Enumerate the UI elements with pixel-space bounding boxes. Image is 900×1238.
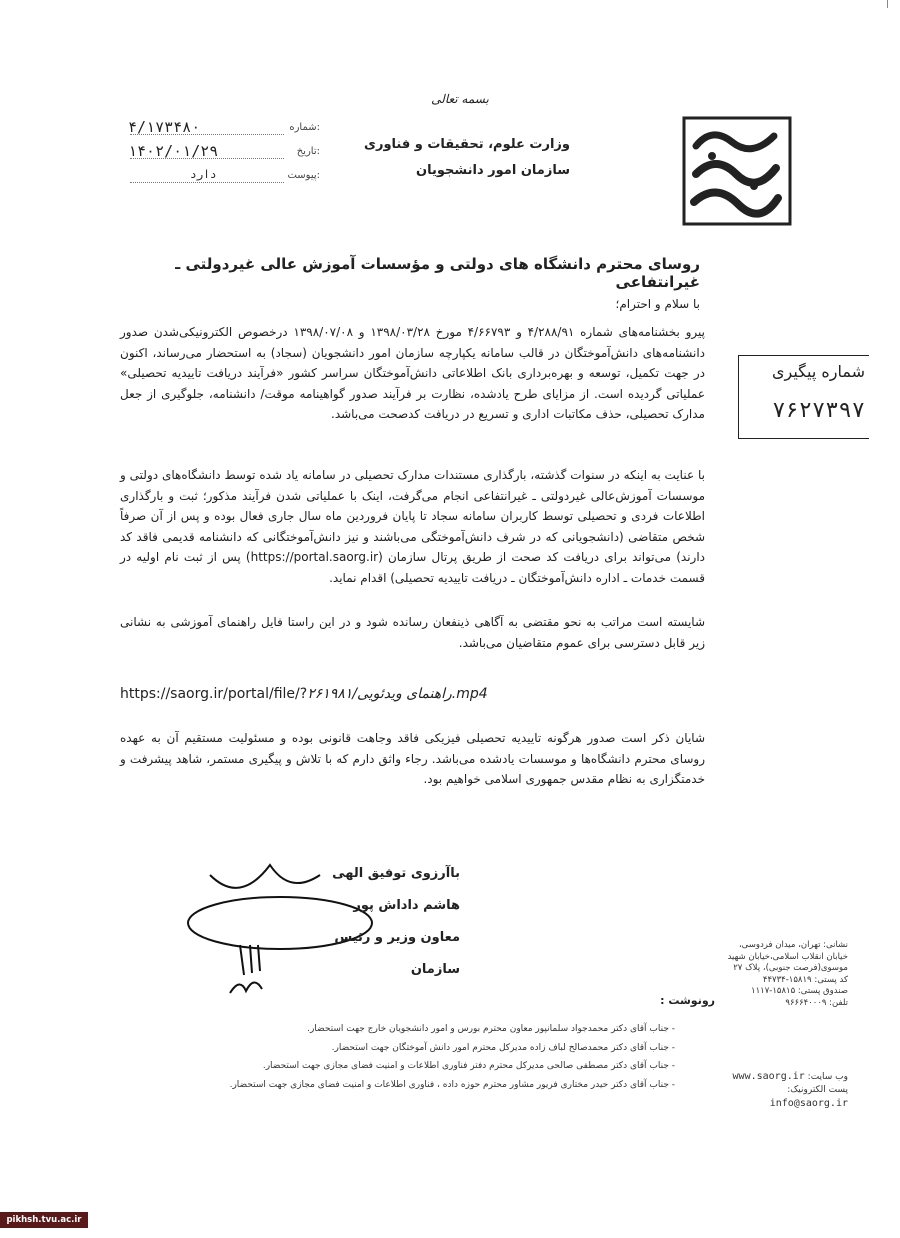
organization-logo (682, 116, 792, 226)
guide-url-prefix[interactable]: https://saorg.ir/portal/file/? (120, 686, 308, 702)
website-label: وب سایت: (807, 1072, 848, 1082)
scan-mark (887, 0, 888, 8)
attachment-row (120, 166, 320, 190)
cc-item: - جناب آقای دکتر محمدجواد سلمانپور معاون محترم بورس و امور دانشجویان خارج جهت استحضار. (307, 1024, 675, 1034)
cc-title: رونوشت : (660, 994, 715, 1007)
ministry-name: وزارت علوم، تحقیقات و فناوری (364, 137, 570, 152)
email-label: پست الکترونیک: (787, 1085, 848, 1095)
recipient: روسای محترم دانشگاه های دولتی و مؤسسات آموزش عالی غیردولتی ـ غیرانتفاعی (175, 255, 700, 291)
guide-url-file[interactable]: ۲۶۱۹۸۱/راهنمای ویدئویی.mp4 (307, 686, 488, 702)
number-value: ۴/۱۷۳۴۸۰ (128, 118, 201, 136)
greeting: با سلام و احترام؛ (615, 297, 700, 311)
date-row (120, 142, 320, 166)
tracking-box (738, 355, 869, 439)
address-line: کد پستی: ۱۵۸۱۹-۴۴۷۳۴ (762, 974, 848, 985)
attachment-label: پیوست: (287, 170, 320, 181)
bismillah: بسمه تعالی (431, 92, 489, 106)
source-watermark: pikhsh.tvu.ac.ir (0, 1212, 88, 1228)
cc-item: - جناب آقای دکتر حیدر مختاری فریور مشاور محترم حوزه داده ، فناوری اطلاعات و امنیت فضای مجازی جهت استحضار. (229, 1079, 675, 1090)
body-paragraph-2: با عنایت به اینکه در سنوات گذشته، بارگذاری مستندات مدارک تحصیلی در سامانه یاد شده توسط دانشگاه‌های دولتی و موسسات آموزش‌عالی غیردولتی ـ غیرانتفاعی انجام می‌گرفت، اینک با عملیاتی شدن فرآیند مذکور؛ ثبت و بارگذاری اطلاعات فردی و تحصیلی توسط کاربران سامانه سجاد تا پایان فروردین ماه سال جاری فعال بوده و پس از آن صرفاً شخص متقاضی (دانشجویانی که در شرف دانش‌آموختگی می‌باشند و نیز دانش‌آموختگانی که دانشنامه قدیمی فاقد کد دارند) می‌تواند برای دریافت کد صحت از طریق پرتال سازمان (https://portal.saorg.ir) پس از ثبت نام اولیه در قسمت خدمات ـ اداره دانش‌آموختگان ـ دریافت تاییدیه تحصیلی) اقدام نماید. (120, 468, 706, 585)
closing-block (300, 858, 460, 986)
number-label: شماره: (289, 122, 320, 133)
attachment-value: دارد (190, 168, 217, 181)
tracking-label: شماره پیگیری (771, 362, 865, 381)
closing-wish: باآرزوی توفیق الهی (332, 866, 460, 881)
body-paragraph-1: پیرو بخشنامه‌های شماره ۴/۲۸۸/۹۱ و ۴/۶۶۷۹۳ مورخ ۱۳۹۸/۰۳/۲۸ و ۱۳۹۸/۰۷/۰۸ درخصوص الکترونیکی‌شدن صدور دانشنامه‌های دانش‌آموختگان در قالب سامانه یکپارچه سازمان امور دانشجویان (سجاد) به استحضار می‌رساند، اکنون در جهت تکمیل، توسعه و بهره‌برداری بانک اطلاعاتی دانش‌آموختگان سراسر کشور «فرآیند دریافت تاییدیه تحصیلی» عملیاتی گردیده است. از مزایای طرح یادشده، نظارت بر فرآیند صدور گواهینامه موقت/ دانشنامه، جلوگیری از جعل مدارک تحصیلی، حذف مکاتبات اداری و تسریع در دریافت کدصحت می‌باشد. (120, 325, 705, 421)
cc-list (210, 1020, 675, 1094)
date-label: تاریخ: (296, 146, 320, 157)
contact-block (718, 1070, 848, 1111)
cc-item: - جناب آقای دکتر مصطفی صالحی مدیرکل محترم دفتر فناوری اطلاعات و امنیت فضای مجازی جهت استحضار. (262, 1061, 675, 1071)
address-line: موسوی(فرصت جنوبی)، پلاک ۲۷ (733, 963, 848, 973)
body-paragraph-4: شایان ذکر است صدور هرگونه تاییدیه تحصیلی فیزیکی فاقد وجاهت قانونی بوده و مسئولیت مستقیم آن به عهده روسای محترم دانشگاه‌ها و موسسات یادشده می‌باشد. رجاء واثق دارم که با تلاش و پیگیری مستمر، شاهد پیشرفت و خدمتگزاری به نظام مقدس جمهوری اسلامی خواهیم بود. (120, 731, 705, 786)
address-block (718, 940, 848, 1009)
organization-name: سازمان امور دانشجویان (416, 163, 570, 178)
date-value: ۱۴۰۲/۰۱/۲۹ (128, 142, 219, 160)
body-paragraph-3: شایسته است مراتب به نحو مقتضی به آگاهی ذینفعان رسانده شود و در این راستا فایل راهنمای آموزشی به نشانی زیر قابل دسترسی برای عموم متقاضیان می‌باشد. (120, 615, 705, 650)
guide-url[interactable] (120, 686, 490, 702)
address-line: صندوق پستی: ۱۵۸۱۵-۱۱۱۷ (751, 986, 848, 996)
ministry-header (360, 132, 570, 184)
address-line: تلفن: ۹۶۶۶۴۰۰۰۹ (785, 997, 848, 1008)
number-row (120, 118, 320, 142)
website-link[interactable]: www.saorg.ir (732, 1071, 805, 1082)
letter-meta (120, 118, 320, 190)
tracking-number: ۷۶۲۷۳۹۷ (772, 398, 865, 423)
signer-title: معاون وزیر و رئیس سازمان (334, 930, 460, 977)
address-line: خیابان انقلاب اسلامی،خیابان شهید (727, 951, 848, 962)
cc-item: - جناب آقای دکتر محمدصالح لباف زاده مدیرکل محترم امور دانش آموختگان جهت استحضار. (331, 1042, 675, 1053)
address-line: نشانی: تهران، میدان فردوسی، (738, 940, 848, 950)
signer-name: هاشم داداش پور (353, 898, 460, 913)
email-link[interactable]: info@saorg.ir (769, 1098, 848, 1109)
